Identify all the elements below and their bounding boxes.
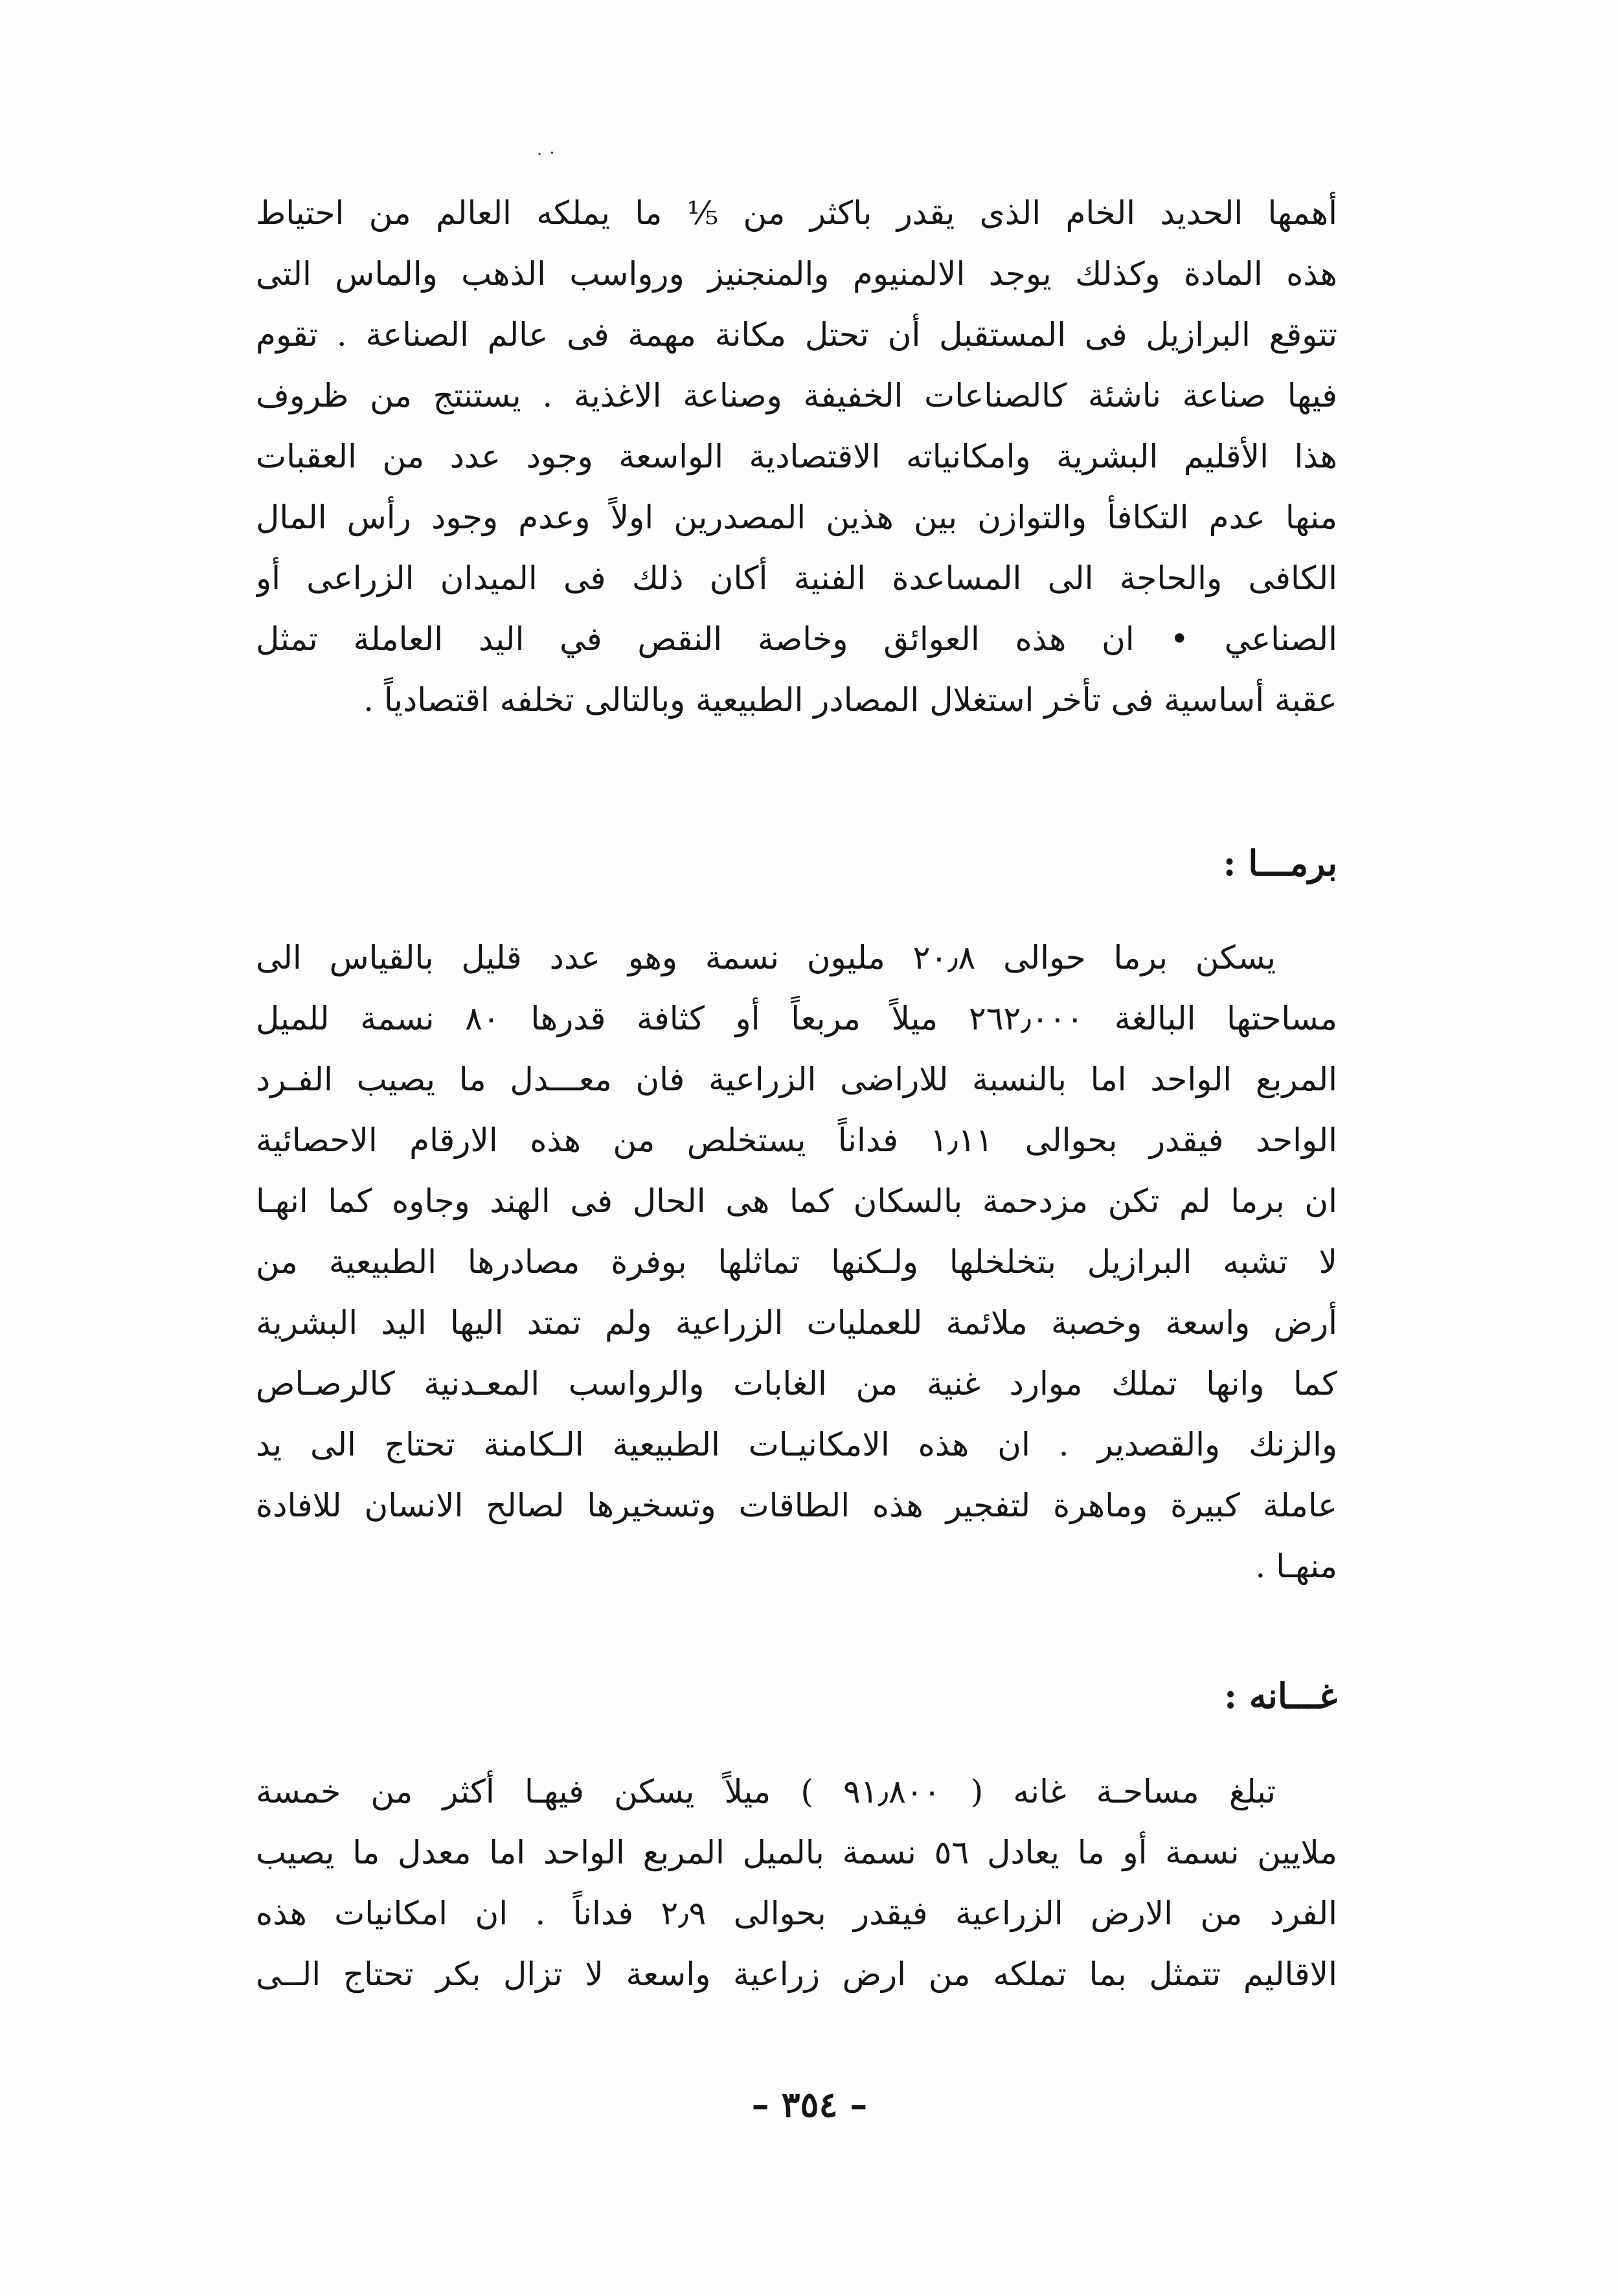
text-line: كما وانها تملك موارد غنية من الغابات والرواسب المعـدنية كالرصـاص [256,1365,1337,1402]
text-line: هذه المادة وكذلك يوجد الالمنيوم والمنجنيز ورواسب الذهب والماس التى [256,255,1337,293]
text-line: تبلغ مساحـة غانه ( ٩١٫٨٠٠ ) ميلاً يسكن فيهـا أكثر من خمسة [256,1773,1276,1810]
text-line: أرض واسعة وخصبة ملائمة للعمليات الزراعية ولم تمتد اليها اليد البشرية [256,1304,1337,1342]
text-line: الكافى والحاجة الى المساعدة الفنية أكان ذلك فى الميدان الزراعى أو [256,559,1337,597]
text-line: الصناعي • ان هذه العوائق وخاصة النقص في اليد العاملة تمثل [256,620,1337,658]
text-line: الاقاليم تتمثل بما تملكه من ارض زراعية واسعة لا تزال بكر تحتاج الــى [256,1955,1337,1993]
text-line: مساحتها البالغة ٢٦٢٫٠٠٠ ميلاً مربعاً أو كثافة قدرها ٨٠ نسمة للميل [256,1000,1337,1037]
text-line: منها عدم التكافأ والتوازن بين هذين المصدرين اولاً وعدم وجود رأس المال [256,499,1337,536]
paragraph-ghana [256,1761,1337,2005]
text-line: الواحد فيقدر بحوالى ١٫١١ فداناً يستخلص من هذه الارقام الاحصائية [256,1121,1337,1159]
section-heading-burma: برمـــا : [1223,842,1337,884]
section-heading-ghana: غـــانه : [1224,1675,1337,1716]
text-line: لا تشبه البرازيل بتخلخلها ولـكنها تماثلها بوفرة مصادرها الطبيعية من [256,1243,1337,1281]
scan-speck: ٠ · [535,144,555,163]
text-line: أهمها الحديد الخام الذى يقدر باكثر من ⅕ ما يملكه العالم من احتياط [256,194,1337,232]
text-line: والزنك والقصدير . ان هذه الامكانيـات الطبيعية الـكامنة تحتاج الى يد [256,1426,1337,1463]
paragraph-burma [256,927,1337,1597]
text-line: فيها صناعة ناشئة كالصناعات الخفيفة وصناعة الاغذية . يستنتج من ظروف [256,377,1337,414]
text-line: عقبة أساسية فى تأخر استغلال المصادر الطبيعية وبالتالى تخلفه اقتصادياً . [363,681,1337,719]
text-line: منهـا . [1255,1548,1337,1585]
text-line: المربع الواحد اما بالنسبة للاراضى الزراعية فان معـــدل ما يصيب الفـرد [256,1061,1337,1098]
text-line: عاملة كبيرة وماهرة لتفجير هذه الطاقات وتسخيرها لصالح الانسان للافادة [256,1487,1337,1524]
text-line: ملايين نسمة أو ما يعادل ٥٦ نسمة بالميل المربع الواحد اما معدل ما يصيب [256,1834,1337,1871]
text-line: الفرد من الارض الزراعية فيقدر بحوالى ٢٫٩ فداناً . ان امكانيات هذه [256,1895,1337,1932]
text-line: هذا الأقليم البشرية وامكانياته الاقتصادية الواسعة وجود عدد من العقبات [256,438,1337,475]
text-line: تتوقع البرازيل فى المستقبل أن تحتل مكانة مهمة فى عالم الصناعة . تقوم [256,316,1337,354]
text-line: يسكن برما حوالى ٢٠٫٨ مليون نسمة وهو عدد قليل بالقياس الى [256,939,1276,976]
page-number: – ٣٥٤ – [751,2084,868,2125]
text-line: ان برما لم تكن مزدحمة بالسكان كما هى الحال فى الهند وجاوه كما انهـا [256,1182,1337,1220]
paragraph-brazil [256,183,1337,730]
